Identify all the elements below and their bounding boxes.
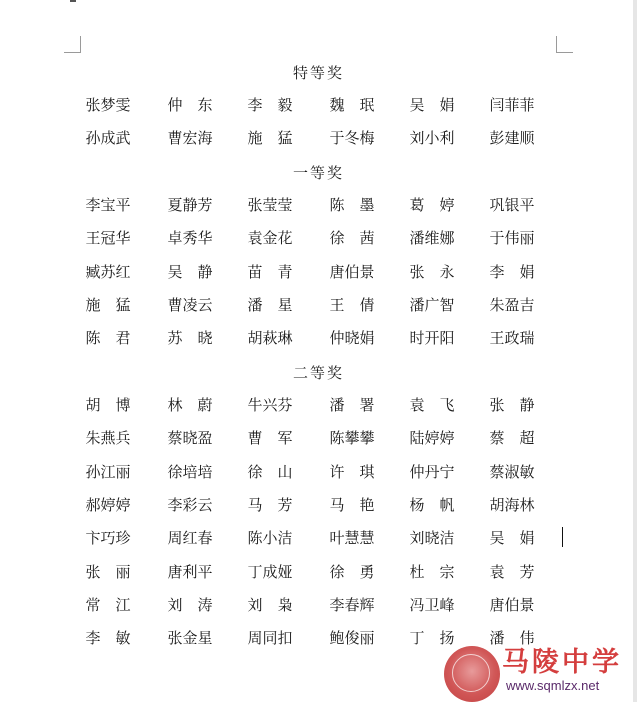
awardee-name: 刘 涛 [167, 595, 213, 614]
awardee-name: 徐 山 [247, 462, 293, 481]
awardee-name: 潘广智 [409, 295, 455, 314]
name-row [0, 394, 637, 414]
awardee-name: 吴 娟 [489, 529, 535, 548]
name-row [0, 94, 637, 114]
awardee-name: 夏静芳 [167, 196, 213, 214]
awardee-name: 许 琪 [329, 462, 375, 481]
awardee-name: 丁 扬 [409, 629, 455, 648]
name-row [0, 194, 637, 214]
awardee-name: 唐利平 [167, 562, 213, 581]
awardee-name: 孙成武 [85, 129, 131, 148]
section-heading: 二等奖 [292, 364, 344, 382]
awardee-name: 李 毅 [247, 96, 293, 114]
awardee-name: 李 敏 [85, 629, 131, 648]
crop-mark-top-left [64, 36, 81, 53]
awardee-name: 唐伯景 [489, 595, 535, 614]
awardee-name: 周同扣 [247, 629, 293, 648]
awardee-name: 丁成娅 [247, 562, 293, 581]
name-row [0, 461, 637, 481]
awardee-name: 马 芳 [247, 495, 293, 514]
awardee-name: 曹宏海 [167, 129, 213, 148]
awardee-name: 施 猛 [85, 295, 131, 314]
awardee-name: 李彩云 [167, 495, 213, 514]
awardee-name: 王冠华 [85, 229, 131, 248]
name-row [0, 327, 637, 347]
name-row [0, 261, 637, 281]
awardee-name: 曹 军 [247, 429, 293, 448]
name-row [0, 561, 637, 581]
awardee-name: 闫菲菲 [489, 96, 535, 114]
awardee-name: 陈攀攀 [329, 429, 375, 448]
awardee-name: 于冬梅 [329, 129, 375, 148]
awardee-name: 吴 静 [167, 262, 213, 281]
awardee-name: 张金星 [167, 629, 213, 648]
awardee-name: 巩银平 [489, 196, 535, 214]
awardee-name: 唐伯景 [329, 262, 375, 281]
awardee-name: 徐 茜 [329, 229, 375, 248]
awardee-name: 卞巧珍 [85, 529, 131, 548]
awardee-name: 张 永 [409, 262, 455, 281]
awardee-name: 仲丹宁 [409, 462, 455, 481]
awardee-name: 李 娟 [489, 262, 535, 281]
awardee-name: 刘 枭 [247, 595, 293, 614]
awardee-name: 陆婷婷 [409, 429, 455, 448]
awardee-name: 于伟丽 [489, 229, 535, 248]
awardee-name: 孙江丽 [85, 462, 131, 481]
name-row [0, 127, 637, 147]
awardee-name: 张 丽 [85, 562, 131, 581]
awardee-name: 袁 飞 [409, 396, 455, 414]
crop-mark-top-right [556, 36, 573, 53]
awardee-name: 潘 星 [247, 295, 293, 314]
awardee-name: 李宝平 [85, 196, 131, 214]
awardee-name: 徐培培 [167, 462, 213, 481]
awardee-name: 卓秀华 [167, 229, 213, 248]
awardee-name: 胡海林 [489, 495, 535, 514]
name-row [0, 294, 637, 314]
awardee-name: 彭建顺 [489, 129, 535, 148]
awardee-name: 袁金花 [247, 229, 293, 248]
awardee-name: 张莹莹 [247, 196, 293, 214]
name-row [0, 494, 637, 514]
awardee-name: 杨 帆 [409, 495, 455, 514]
name-row [0, 594, 637, 614]
awardee-name: 张梦雯 [85, 96, 131, 114]
awardee-name: 潘维娜 [409, 229, 455, 248]
awardee-name: 时开阳 [409, 329, 455, 348]
awardee-name: 刘小利 [409, 129, 455, 148]
awardee-name: 胡 博 [85, 396, 131, 414]
awardee-name: 鲍俊丽 [329, 629, 375, 648]
awardee-name: 陈 墨 [329, 196, 375, 214]
awardee-name: 胡萩琳 [247, 329, 293, 348]
awardee-name: 陈小洁 [247, 529, 293, 548]
awardee-name: 仲晓娟 [329, 329, 375, 348]
awardee-name: 李春辉 [329, 595, 375, 614]
awardee-name: 陈 君 [85, 329, 131, 348]
awardee-name: 蔡 超 [489, 429, 535, 448]
school-seal-logo [444, 646, 500, 702]
awardee-name: 朱盈吉 [489, 295, 535, 314]
awardee-name: 蔡晓盈 [167, 429, 213, 448]
awardee-name: 马 艳 [329, 495, 375, 514]
awardee-name: 叶慧慧 [329, 529, 375, 548]
awardee-name: 吴 娟 [409, 96, 455, 114]
awardee-name: 林 蔚 [167, 396, 213, 414]
name-row [0, 527, 637, 547]
awardee-name: 曹凌云 [167, 295, 213, 314]
awardee-name: 仲 东 [167, 96, 213, 114]
awardee-name: 潘 伟 [489, 629, 535, 648]
awardee-name: 施 猛 [247, 129, 293, 148]
awardee-name: 王 倩 [329, 295, 375, 314]
awardee-name: 杜 宗 [409, 562, 455, 581]
awardee-name: 魏 珉 [329, 96, 375, 114]
awardee-name: 郝婷婷 [85, 495, 131, 514]
text-cursor [562, 527, 563, 547]
awardee-name: 徐 勇 [329, 562, 375, 581]
name-row [0, 427, 637, 447]
awardee-name: 张 静 [489, 396, 535, 414]
school-watermark [444, 640, 630, 698]
awardee-name: 葛 婷 [409, 196, 455, 214]
section-heading: 一等奖 [292, 164, 344, 182]
awardee-name: 苏 晓 [167, 329, 213, 348]
awardee-name: 王政瑞 [489, 329, 535, 348]
awardee-name: 潘 署 [329, 396, 375, 414]
awardee-name: 袁 芳 [489, 562, 535, 581]
awardee-name: 朱燕兵 [85, 429, 131, 448]
awardee-name: 蔡淑敏 [489, 462, 535, 481]
awardee-name: 刘晓洁 [409, 529, 455, 548]
awardee-name: 冯卫峰 [409, 595, 455, 614]
awardee-name: 常 江 [85, 595, 131, 614]
awardee-name: 苗 青 [247, 262, 293, 281]
watermark-title: 马陵中学 [502, 647, 622, 678]
ruler-marker [70, 0, 76, 2]
awardee-name: 周红春 [167, 529, 213, 548]
section-heading: 特等奖 [292, 64, 344, 82]
awardee-name: 牛兴芬 [247, 396, 293, 414]
name-row [0, 227, 637, 247]
awardee-name: 臧苏红 [85, 262, 131, 281]
watermark-url: www.sqmlzx.net [506, 678, 600, 693]
